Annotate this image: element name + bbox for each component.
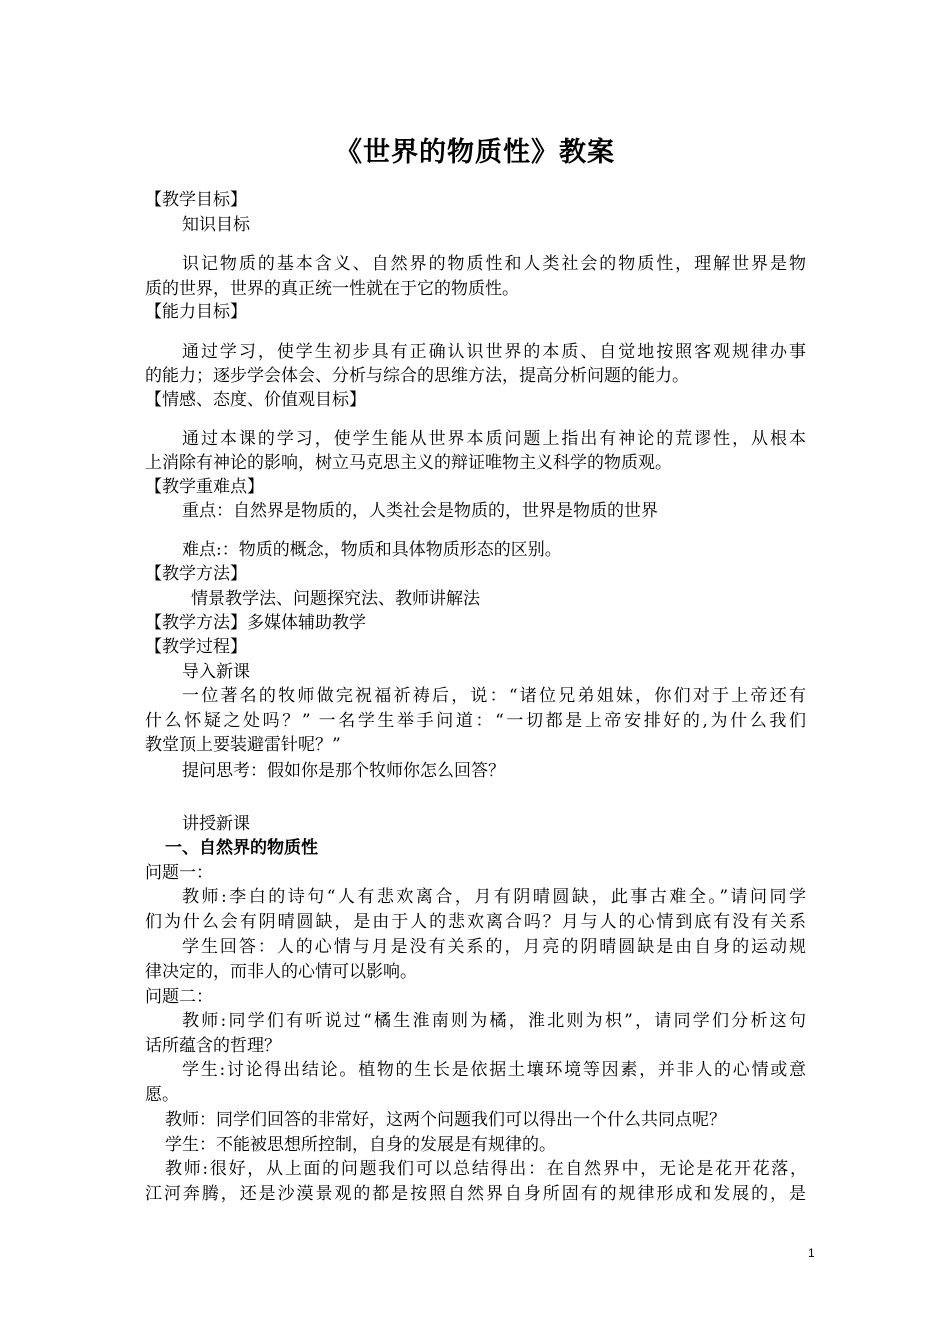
paragraph-line: 律决定的，而非人的心情可以影响。 [145, 962, 417, 982]
paragraph-line: 一位著名的牧师做完祝福祈祷后，说：“诸位兄弟姐妹，你们对于上帝还有 [182, 686, 806, 706]
section-heading-teaching-process: 【教学过程】 [145, 637, 247, 657]
question-label: 问题一： [145, 863, 213, 883]
paragraph-line: 的能力；逐步学会体会、分析与综合的思维方法，提高分析问题的能力。 [145, 366, 689, 386]
section-heading-teaching-goals: 【教学目标】 [145, 190, 247, 210]
section-heading-attitude-goals: 【情感、态度、价值观目标】 [145, 390, 366, 410]
paragraph-line: 通过本课的学习，使学生能从世界本质问题上指出有神论的荒谬性，从根本 [182, 429, 806, 449]
key-point-line: 重点：自然界是物质的，人类社会是物质的，世界是物质的世界 [182, 501, 658, 521]
methods-line: 情景教学法、问题探究法、教师讲解法 [191, 589, 480, 609]
section-heading-teaching-methods: 【教学方法】 [145, 564, 247, 584]
paragraph-line: 话所蕴含的哲理？ [145, 1036, 281, 1056]
subheading-knowledge-goals: 知识目标 [182, 215, 250, 235]
page-number: 1 [808, 1246, 815, 1260]
paragraph-line: 提问思考：假如你是那个牧师你怎么回答？ [182, 761, 505, 781]
paragraph-line: 们为什么会有阴晴圆缺，是由于人的悲欢离合吗？月与人的心情到底有没有关系 [145, 912, 806, 932]
paragraph-line: 学生：不能被思想所控制，自身的发展是有规律的。 [165, 1135, 556, 1155]
document-title: 《世界的物质性》教案 [335, 137, 615, 168]
paragraph-line: 教师:李白的诗句“人有悲欢离合，月有阴晴圆缺，此事古难全。”请问同学 [182, 887, 806, 907]
paragraph-line: 江河奔腾，还是沙漠景观的都是按照自然界自身所固有的规律形成和发展的，是 [145, 1184, 806, 1204]
paragraph-line: 愿。 [145, 1085, 179, 1105]
paragraph-line: 教师：同学们回答的非常好，这两个问题我们可以得出一个什么共同点呢？ [165, 1110, 726, 1130]
paragraph-line: 什么怀疑之处吗？” 一名学生举手问道：“一切都是上帝安排好的,为什么我们 [145, 711, 806, 731]
paragraph-line: 学生:讨论得出结论。植物的生长是依据土壤环境等因素，并非人的心情或意 [182, 1060, 806, 1080]
section-heading-key-points: 【教学重难点】 [145, 477, 264, 497]
question-label: 问题二： [145, 987, 213, 1007]
paragraph-line: 教堂顶上要装避雷针呢？” [145, 735, 341, 755]
difficult-point-line: 难点:：物质的概念，物质和具体物质形态的区别。 [182, 540, 562, 560]
section-heading-ability-goals: 【能力目标】 [145, 302, 247, 322]
paragraph-line: 上消除有神论的影响，树立马克思主义的辩证唯物主义科学的物质观。 [145, 453, 672, 473]
paragraph-line: 通过学习，使学生初步具有正确认识世界的本质、自觉地按照客观规律办事 [182, 342, 806, 362]
paragraph-line: 教师:很好，从上面的问题我们可以总结得出：在自然界中，无论是花开花落， [165, 1159, 807, 1179]
subheading-introduction: 导入新课 [182, 662, 250, 682]
paragraph-line: 识记物质的基本含义、自然界的物质性和人类社会的物质性，理解世界是物 [182, 254, 806, 274]
section-heading-nature-materiality: 一、自然界的物质性 [165, 838, 318, 858]
subheading-new-lesson: 讲授新课 [182, 814, 250, 834]
paragraph-line: 质的世界，世界的真正统一性就在于它的物质性。 [145, 279, 519, 299]
paragraph-line: 学生回答：人的心情与月是没有关系的，月亮的阴晴圆缺是由自身的运动规 [182, 937, 806, 957]
paragraph-line: 教师:同学们有听说过“橘生淮南则为橘，淮北则为枳”，请同学们分析这句 [182, 1011, 806, 1031]
section-heading-teaching-aids: 【教学方法】多媒体辅助教学 [145, 613, 366, 633]
